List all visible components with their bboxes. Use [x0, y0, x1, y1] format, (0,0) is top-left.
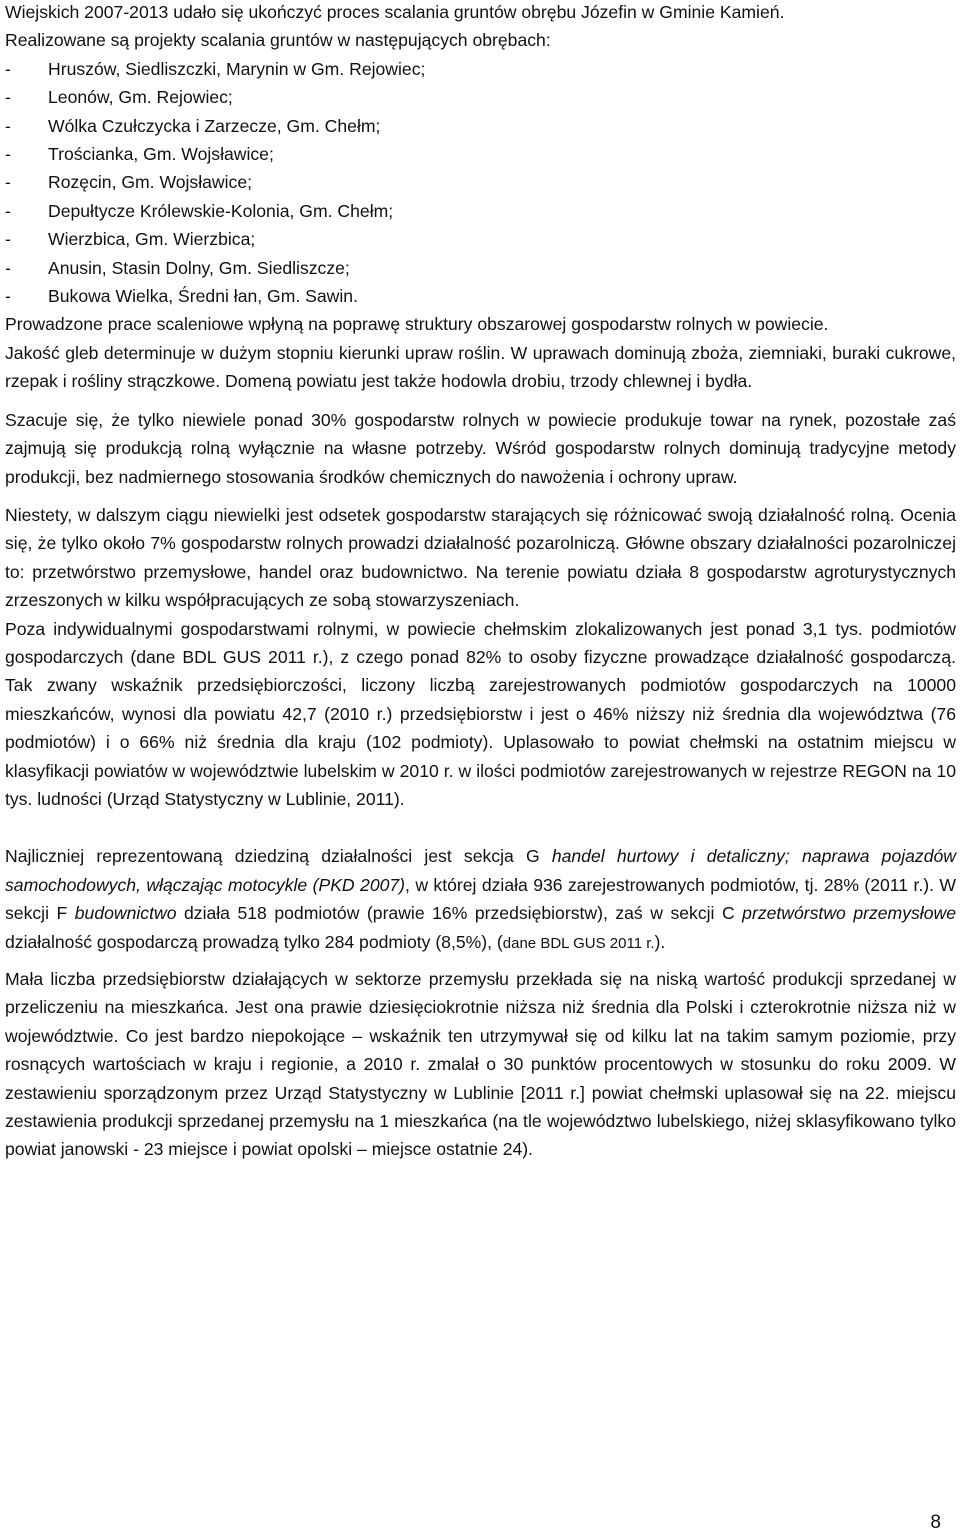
list-dash: -	[5, 58, 11, 79]
list-item: - Rozęcin, Gm. Wojsławice;	[5, 168, 956, 196]
paragraph: Mała liczba przedsiębiorstw działających w sektorze przemysłu przekłada się na niską wartość produkcji sprzedanej w przeliczeniu na mieszkańca. Jest ona prawie dziesięciokrotnie niższa niż średnia dla Polski i czterokrotnie niższa niż w województwie. Co jest bardzo niepokojące – wskaźnik ten utrzymywał się od kilku lat na takim samym poziomie, przy rosnących wartościach w kraju i regionie, a 2010 r. zmalał o 30 punktów procentowych w stosunku do roku 2009. W zestawieniu sporządzonym przez Urząd Statystyczny w Lublinie [2011 r.] powiat chełmski uplasował się na 22. miejscu zestawienia produkcji sprzedanej przemysłu na 1 mieszkańca (na tle województwo lubelskiego, niżej sklasyfikowano tylko powiat janowski - 23 miejsce i powiat opolski – miejsce ostatnie 24).	[5, 969, 956, 1160]
italic-term: handel hurtowy i detaliczny; naprawa pojazdów samochodowych, włączając motocykle (PKD 2007)	[5, 846, 957, 895]
paragraph: Szacuje się, że tylko niewiele ponad 30% gospodarstw rolnych w powiecie produkuje towar na rynek, pozostałe zaś zajmują się produkcją rolną wyłącznie na własne potrzeby. Wśród gospodarstw rolnych dominują tradycyjne metody produkcji, bez nadmiernego stosowania środków chemicznych do nawożenia i ochrony upraw.	[5, 409, 956, 487]
intro-line: Realizowane są projekty scalania gruntów w następujących obrębach:	[5, 30, 551, 51]
italic-term: przetwórstwo przemysłowe	[742, 903, 956, 924]
list-item: - Trościanka, Gm. Wojsławice;	[5, 140, 956, 168]
list-dash: -	[5, 200, 11, 221]
list-item: - Wólka Czułczycka i Zarzecze, Gm. Chełm;	[5, 112, 956, 140]
list-item: - Anusin, Stasin Dolny, Gm. Siedliszcze;	[5, 254, 956, 282]
source-note: dane BDL GUS 2011 r.	[502, 934, 655, 952]
list-dash: -	[5, 115, 11, 136]
italic-term: budownictwo	[74, 903, 177, 924]
list-item: - Bukowa Wielka, Średni łan, Gm. Sawin.	[5, 282, 956, 310]
paragraph: Niestety, w dalszym ciągu niewielki jest odsetek gospodarstw starających się różnicować swoją działalność rolną. Ocenia się, że tylko około 7% gospodarstw rolnych prowadzi działalność pozarolniczą. Główne obszary działalności pozarolniczej to: przetwórstwo przemysłowe, handel oraz budownictwo. Na terenie powiatu działa 8 gospodarstw agroturystycznych zrzeszonych w kilku współpracujących ze sobą stowarzyszeniach.	[5, 504, 956, 611]
intro-line: Wiejskich 2007-2013 udało się ukończyć proces scalania gruntów obrębu Józefin w Gminie Kamień.	[5, 2, 785, 22]
list-item: - Wierzbica, Gm. Wierzbica;	[5, 225, 956, 253]
list-item: - Depułtycze Królewskie-Kolonia, Gm. Chełm;	[5, 197, 956, 225]
list-item: - Hruszów, Siedliszczki, Marynin w Gm. Rejowiec;	[5, 55, 956, 83]
consolidation-areas-list	[5, 55, 956, 311]
list-dash: -	[5, 257, 11, 278]
list-dash: -	[5, 286, 11, 307]
list-dash: -	[5, 172, 11, 193]
paragraph: Najliczniej reprezentowaną dziedziną działalności jest sekcja G handel hurtowy i detaliczny; naprawa pojazdów samochodowych, włączając motocykle (PKD 2007), w której działa 936 zarejestrowanych podmiotów, tj. 28% (2011 r.). W sekcji F budownictwo działa 518 podmiotów (prawie 16% przedsiębiorstw), zaś w sekcji C przetwórstwo przemysłowe działalność gospodarczą prowadzą tylko 284 podmioty (8,5%), (dane BDL GUS 2011 r.).	[5, 846, 957, 952]
list-dash: -	[5, 87, 11, 108]
document-page	[5, 0, 956, 1164]
list-item: - Leonów, Gm. Rejowiec;	[5, 83, 956, 111]
paragraph: Jakość gleb determinuje w dużym stopniu kierunki upraw roślin. W uprawach dominują zboża, ziemniaki, buraki cukrowe, rzepak i rośliny strączkowe. Domeną powiatu jest także hodowla drobiu, trzody chlewnej i bydła.	[5, 342, 956, 392]
page-number: 8	[930, 1512, 941, 1533]
paragraph: Poza indywidualnymi gospodarstwami rolnymi, w powiecie chełmskim zlokalizowanych jest ponad 3,1 tys. podmiotów gospodarczych (dane BDL GUS 2011 r.), z czego ponad 82% to osoby fizyczne prowadzące działalność gospodarczą. Tak zwany wskaźnik przedsiębiorczości, liczony liczbą zarejestrowanych podmiotów gospodarczych na 10000 mieszkańców, wynosi dla powiatu 42,7 (2010 r.) przedsiębiorstw i jest o 46% niższy niż średnia dla województwa (76 podmiotów) i o 66% niż średnia dla kraju (102 podmioty). Uplasowało to powiat chełmski na ostatnim miejscu w klasyfikacji powiatów w województwie lubelskim w 2010 r. w ilości podmiotów zarejestrowanych w rejestrze REGON na 10 tys. ludności (Urząd Statystyczny w Lublinie, 2011).	[5, 618, 956, 809]
list-dash: -	[5, 229, 11, 250]
list-dash: -	[5, 144, 11, 165]
paragraph: Prowadzone prace scaleniowe wpłyną na poprawę struktury obszarowej gospodarstw rolnych w powiecie.	[5, 314, 829, 335]
